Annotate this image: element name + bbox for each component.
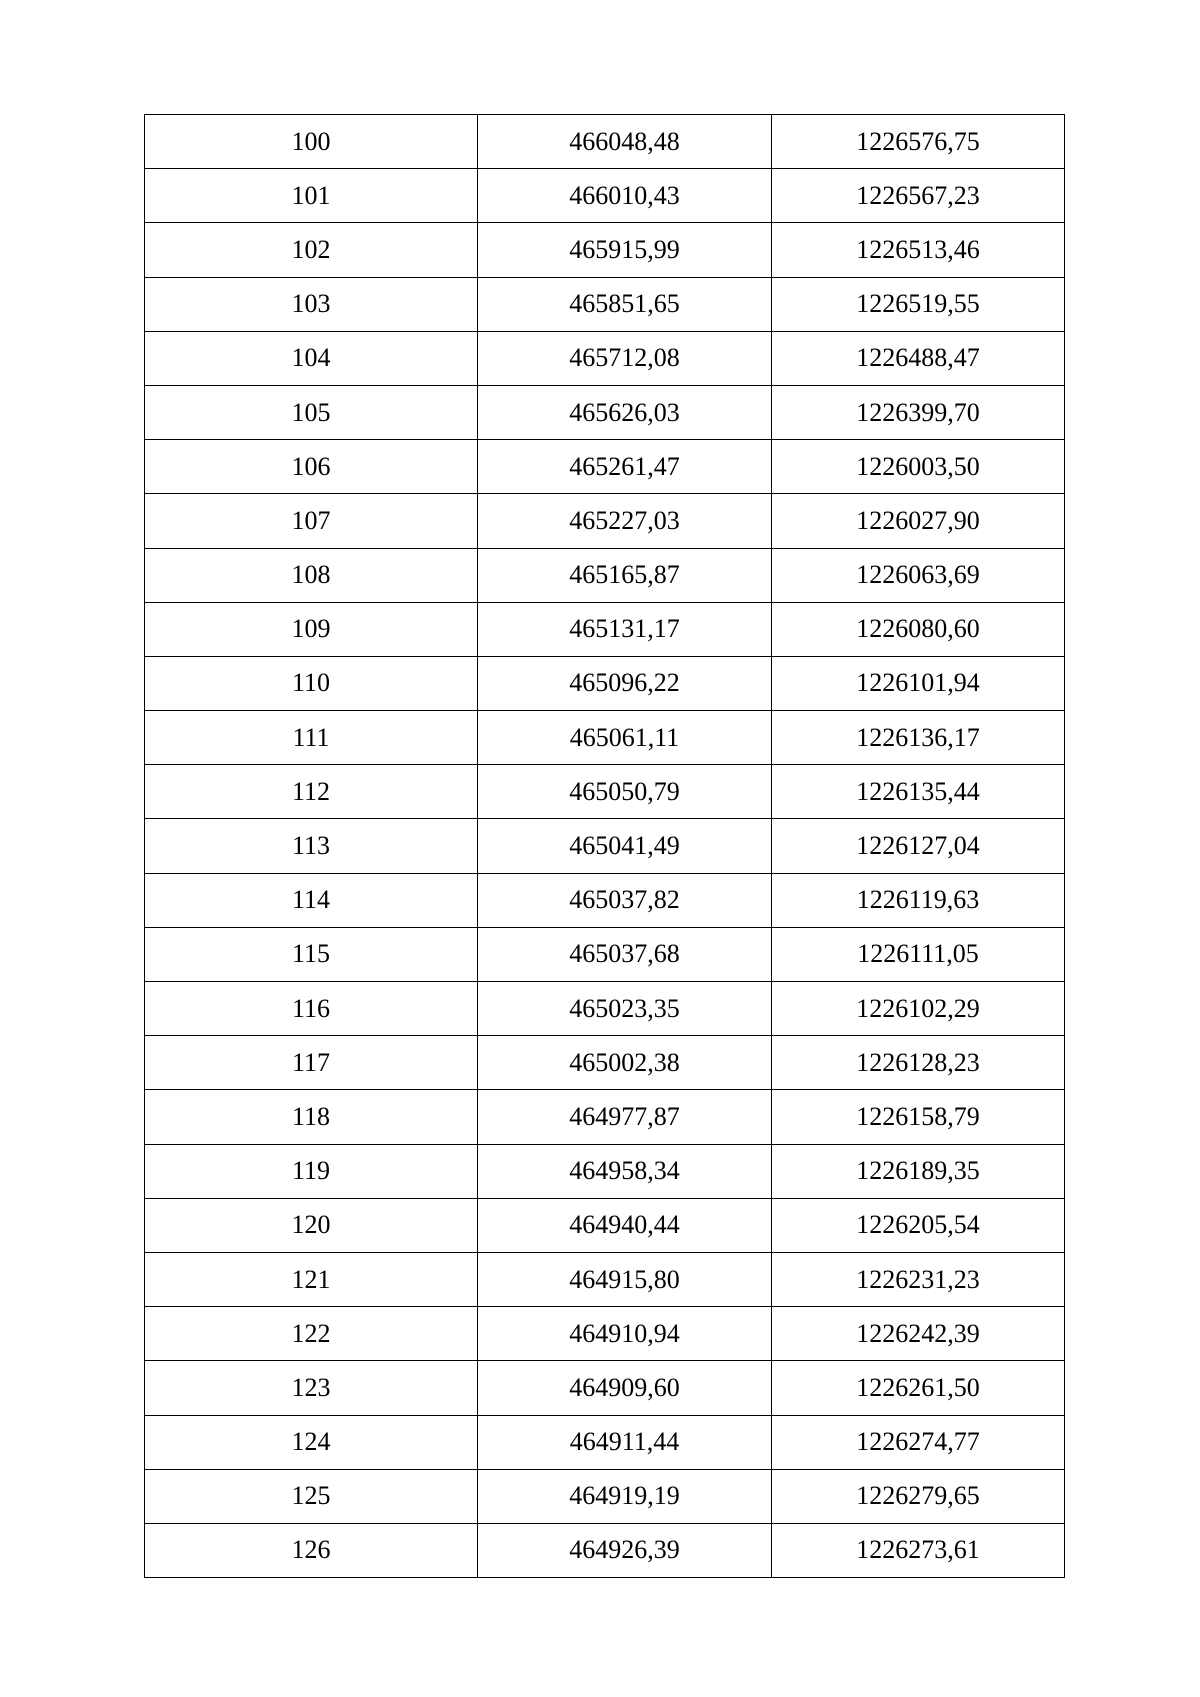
table-row (145, 1523, 1065, 1577)
point-number-cell: 116 (145, 982, 478, 1036)
point-number-cell: 118 (145, 1090, 478, 1144)
x-coordinate-cell: 464926,39 (478, 1523, 772, 1577)
x-coordinate-cell: 465165,87 (478, 548, 772, 602)
point-number-cell: 111 (145, 711, 478, 765)
point-number-cell: 123 (145, 1361, 478, 1415)
point-number-cell: 105 (145, 385, 478, 439)
x-coordinate-cell: 465915,99 (478, 223, 772, 277)
coordinates-table-body (145, 115, 1065, 1578)
x-coordinate-cell: 465227,03 (478, 494, 772, 548)
coordinates-table (144, 114, 1065, 1578)
point-number-cell: 115 (145, 927, 478, 981)
point-number-cell: 114 (145, 873, 478, 927)
y-coordinate-cell: 1226127,04 (772, 819, 1065, 873)
point-number-cell: 102 (145, 223, 478, 277)
x-coordinate-cell: 465712,08 (478, 331, 772, 385)
x-coordinate-cell: 465023,35 (478, 982, 772, 1036)
x-coordinate-cell: 465851,65 (478, 277, 772, 331)
x-coordinate-cell: 465041,49 (478, 819, 772, 873)
x-coordinate-cell: 464910,94 (478, 1307, 772, 1361)
y-coordinate-cell: 1226567,23 (772, 169, 1065, 223)
y-coordinate-cell: 1226003,50 (772, 440, 1065, 494)
x-coordinate-cell: 464919,19 (478, 1469, 772, 1523)
point-number-cell: 100 (145, 115, 478, 169)
y-coordinate-cell: 1226261,50 (772, 1361, 1065, 1415)
y-coordinate-cell: 1226158,79 (772, 1090, 1065, 1144)
table-row (145, 1307, 1065, 1361)
table-row (145, 765, 1065, 819)
point-number-cell: 126 (145, 1523, 478, 1577)
table-row (145, 1469, 1065, 1523)
table-row (145, 331, 1065, 385)
point-number-cell: 108 (145, 548, 478, 602)
x-coordinate-cell: 464977,87 (478, 1090, 772, 1144)
table-row (145, 1252, 1065, 1306)
x-coordinate-cell: 465061,11 (478, 711, 772, 765)
table-row (145, 440, 1065, 494)
table-row (145, 494, 1065, 548)
y-coordinate-cell: 1226111,05 (772, 927, 1065, 981)
x-coordinate-cell: 465037,82 (478, 873, 772, 927)
table-row (145, 1415, 1065, 1469)
y-coordinate-cell: 1226119,63 (772, 873, 1065, 927)
x-coordinate-cell: 465002,38 (478, 1036, 772, 1090)
table-row (145, 982, 1065, 1036)
y-coordinate-cell: 1226135,44 (772, 765, 1065, 819)
y-coordinate-cell: 1226128,23 (772, 1036, 1065, 1090)
point-number-cell: 125 (145, 1469, 478, 1523)
point-number-cell: 103 (145, 277, 478, 331)
table-row (145, 1036, 1065, 1090)
x-coordinate-cell: 466010,43 (478, 169, 772, 223)
x-coordinate-cell: 466048,48 (478, 115, 772, 169)
point-number-cell: 106 (145, 440, 478, 494)
table-row (145, 115, 1065, 169)
y-coordinate-cell: 1226513,46 (772, 223, 1065, 277)
table-row (145, 385, 1065, 439)
y-coordinate-cell: 1226101,94 (772, 656, 1065, 710)
x-coordinate-cell: 465261,47 (478, 440, 772, 494)
table-row (145, 223, 1065, 277)
point-number-cell: 112 (145, 765, 478, 819)
table-row (145, 873, 1065, 927)
y-coordinate-cell: 1226102,29 (772, 982, 1065, 1036)
table-row (145, 602, 1065, 656)
x-coordinate-cell: 464940,44 (478, 1198, 772, 1252)
x-coordinate-cell: 465096,22 (478, 656, 772, 710)
point-number-cell: 119 (145, 1144, 478, 1198)
y-coordinate-cell: 1226027,90 (772, 494, 1065, 548)
y-coordinate-cell: 1226080,60 (772, 602, 1065, 656)
y-coordinate-cell: 1226136,17 (772, 711, 1065, 765)
table-row (145, 1198, 1065, 1252)
table-row (145, 656, 1065, 710)
point-number-cell: 121 (145, 1252, 478, 1306)
x-coordinate-cell: 465626,03 (478, 385, 772, 439)
y-coordinate-cell: 1226576,75 (772, 115, 1065, 169)
y-coordinate-cell: 1226274,77 (772, 1415, 1065, 1469)
x-coordinate-cell: 465131,17 (478, 602, 772, 656)
table-row (145, 1090, 1065, 1144)
y-coordinate-cell: 1226205,54 (772, 1198, 1065, 1252)
y-coordinate-cell: 1226519,55 (772, 277, 1065, 331)
table-row (145, 548, 1065, 602)
x-coordinate-cell: 465050,79 (478, 765, 772, 819)
x-coordinate-cell: 465037,68 (478, 927, 772, 981)
point-number-cell: 124 (145, 1415, 478, 1469)
y-coordinate-cell: 1226279,65 (772, 1469, 1065, 1523)
table-row (145, 819, 1065, 873)
y-coordinate-cell: 1226189,35 (772, 1144, 1065, 1198)
x-coordinate-cell: 464958,34 (478, 1144, 772, 1198)
point-number-cell: 117 (145, 1036, 478, 1090)
table-row (145, 277, 1065, 331)
table-row (145, 927, 1065, 981)
point-number-cell: 107 (145, 494, 478, 548)
y-coordinate-cell: 1226063,69 (772, 548, 1065, 602)
point-number-cell: 110 (145, 656, 478, 710)
y-coordinate-cell: 1226231,23 (772, 1252, 1065, 1306)
y-coordinate-cell: 1226488,47 (772, 331, 1065, 385)
point-number-cell: 113 (145, 819, 478, 873)
point-number-cell: 104 (145, 331, 478, 385)
table-row (145, 169, 1065, 223)
y-coordinate-cell: 1226273,61 (772, 1523, 1065, 1577)
point-number-cell: 101 (145, 169, 478, 223)
x-coordinate-cell: 464909,60 (478, 1361, 772, 1415)
y-coordinate-cell: 1226399,70 (772, 385, 1065, 439)
point-number-cell: 109 (145, 602, 478, 656)
x-coordinate-cell: 464915,80 (478, 1252, 772, 1306)
point-number-cell: 122 (145, 1307, 478, 1361)
point-number-cell: 120 (145, 1198, 478, 1252)
y-coordinate-cell: 1226242,39 (772, 1307, 1065, 1361)
x-coordinate-cell: 464911,44 (478, 1415, 772, 1469)
table-row (145, 711, 1065, 765)
table-row (145, 1361, 1065, 1415)
table-row (145, 1144, 1065, 1198)
